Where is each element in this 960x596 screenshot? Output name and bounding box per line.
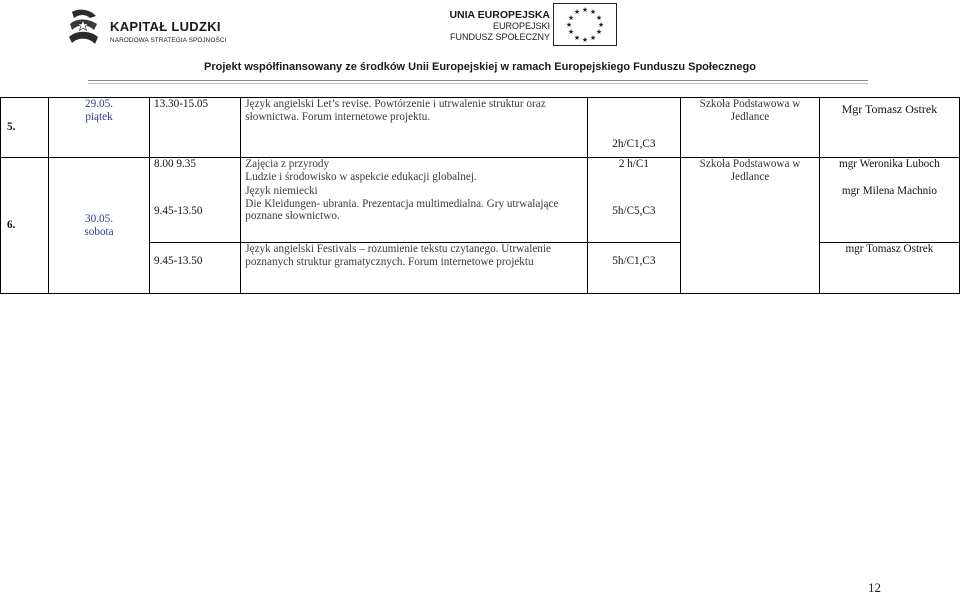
svg-text:★: ★ (567, 28, 575, 36)
teacher-cell (819, 158, 959, 243)
topic-cell: Język angielski Let’s revise. Powtórzenie i utrwalenie struktur oraz słownictwa. Forum internetowe projektu. (241, 98, 587, 158)
topic-body: Ludzie i środowisko w aspekcie edukacji globalnej. (245, 170, 477, 183)
eu-line-3: FUNDUSZ SPOŁECZNY (449, 32, 550, 42)
row-number: 5. (1, 98, 49, 158)
table-row (1, 158, 960, 243)
svg-text:★: ★ (595, 14, 603, 22)
svg-text:★: ★ (597, 21, 605, 29)
logo-title: KAPITAŁ LUDZKI (110, 19, 221, 34)
school-cell: Szkoła Podstawowa w Jedlance (681, 158, 820, 294)
topic-cell (241, 158, 587, 243)
school-cell: Szkoła Podstawowa w Jedlance (681, 98, 820, 158)
page-number: 12 (868, 580, 881, 595)
svg-text:★: ★ (565, 21, 573, 29)
kapital-ludzki-logo (64, 6, 240, 48)
svg-text:★: ★ (589, 34, 597, 42)
time-slot: 8.00 9.35 (154, 158, 196, 170)
eu-line-2: EUROPEJSKI (492, 21, 550, 31)
kapital-ludzki-emblem-icon (64, 6, 102, 48)
svg-text:★: ★ (589, 8, 597, 16)
topic-cell: Język angielski Festivals – rozumienie tekstu czytanego. Utrwalenie poznanych struktur gramatycznych. Forum internetowe projektu (241, 243, 587, 294)
row-number: 6. (1, 158, 49, 294)
group-cell: 5h/C1,C3 (587, 243, 681, 294)
header-divider-secondary (88, 83, 868, 84)
eu-flag-icon (553, 3, 617, 46)
group-value: 5h/C5,C3 (612, 204, 656, 217)
topic-body: Die Kleidungen- ubrania. Prezentacja multimedialna. Gry utrwalające poznane słownictwo. (245, 197, 559, 223)
svg-text:★: ★ (573, 34, 581, 42)
svg-text:★: ★ (581, 6, 589, 14)
teacher-name: mgr Milena Machnio (841, 184, 937, 197)
schedule-table (0, 97, 960, 294)
eu-line-1: UNIA EUROPEJSKA (449, 9, 550, 21)
date-cell (49, 158, 150, 294)
group-cell: 2h/C1,C3 (587, 98, 681, 158)
date-cell (49, 98, 150, 158)
eu-fund-text (420, 9, 550, 43)
time-slot: 9.45-13.50 (154, 204, 203, 217)
svg-text:★: ★ (595, 28, 603, 36)
group-value: 2 h/C1 (618, 158, 649, 170)
group-cell (587, 158, 681, 243)
svg-text:★: ★ (573, 8, 581, 16)
project-funding-line: Projekt współfinansowany ze środków Unii Europejskiej w ramach Europejskiego Funduszu Społecznego (204, 61, 756, 73)
date: 30.05. (85, 212, 114, 225)
svg-text:★: ★ (567, 14, 575, 22)
time-cell (150, 158, 241, 243)
topic-title: Język niemiecki (245, 185, 318, 198)
time-cell: 9.45-13.50 (150, 243, 241, 294)
svg-text:★: ★ (581, 36, 589, 44)
weekday: piątek (85, 110, 113, 123)
weekday: sobota (84, 225, 114, 238)
date: 29.05. (85, 98, 114, 110)
header-divider (88, 80, 868, 81)
teacher-name: mgr Weronika Luboch (839, 158, 940, 170)
topic-title: Zajęcia z przyrody (245, 158, 330, 170)
time-cell: 13.30-15.05 (150, 98, 241, 158)
table-row (1, 98, 960, 158)
logo-subtitle: NARODOWA STRATEGIA SPÓJNOŚCI (110, 37, 227, 44)
teacher-cell: mgr Tomasz Ostrek (819, 243, 959, 294)
teacher-cell: Mgr Tomasz Ostrek (819, 98, 959, 158)
